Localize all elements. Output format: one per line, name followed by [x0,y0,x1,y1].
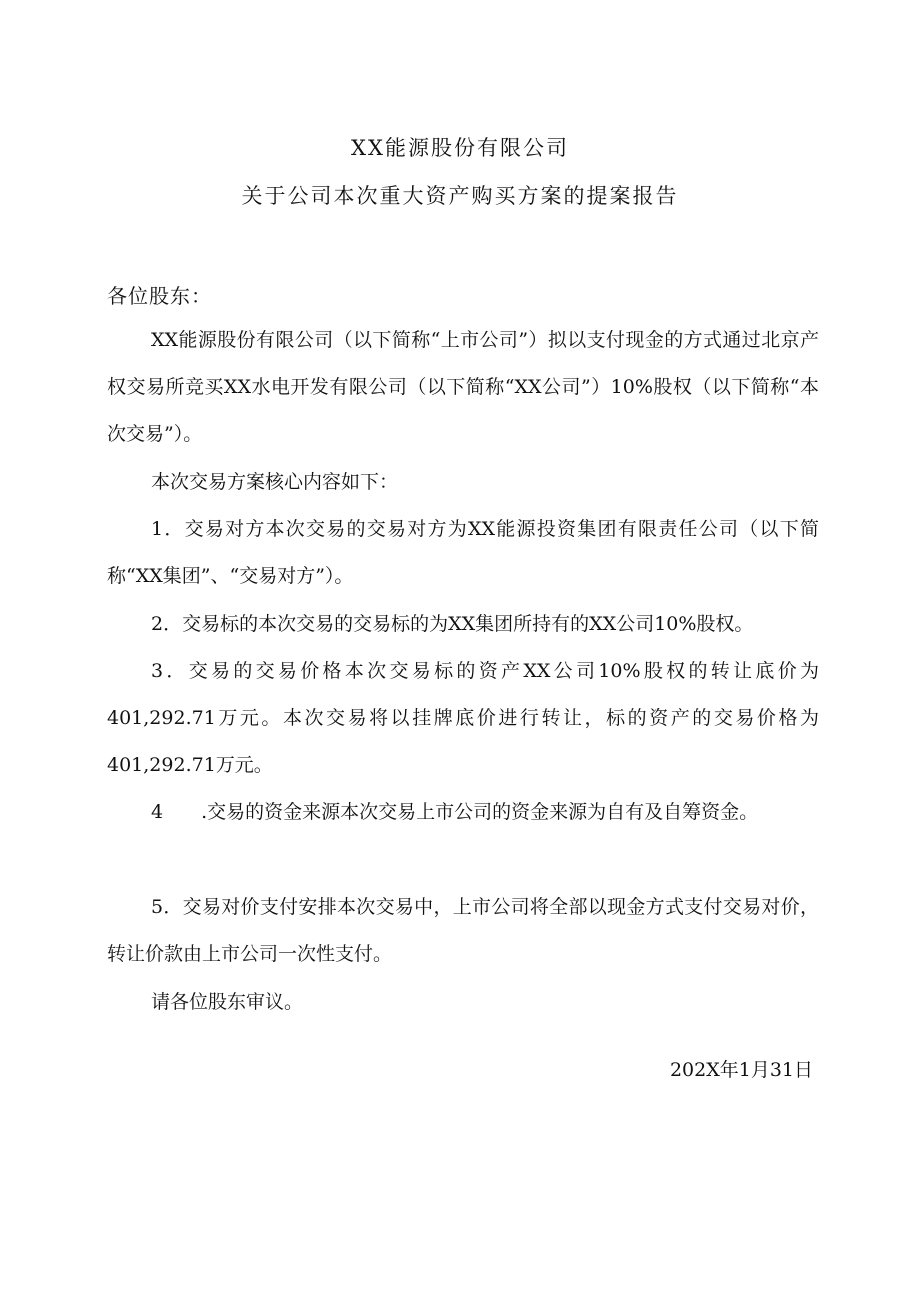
core-content-heading: 本次交易方案核心内容如下： [151,471,399,493]
document-title-subject: 关于公司本次重大资产购买方案的提案报告 [241,184,679,208]
item-funding-source: 4 .交易的资金来源本次交易上市公司的资金来源为自有及自筹资金。 [151,801,759,823]
salutation: 各位股东： [107,284,212,308]
intro-paragraph: XX能源股份有限公司（以下简称“上市公司”）拟以支付现金的方式通过北京产权交易所竞买XX水电开发有限公司（以下简称“XX公司”）10%股权（以下简称“本次交易”）。 [107,329,819,445]
item-target: 2．交易标的本次交易的交易标的为XX集团所持有的XX公司10%股权。 [151,613,754,635]
item-counterparty: 1．交易对方本次交易的交易对方为XX能源投资集团有限责任公司（以下简称“XX集团”、“交易对方”）。 [107,518,819,587]
document-date: 202X年1月31日 [669,1059,813,1081]
closing-request: 请各位股东审议。 [151,991,304,1013]
item-payment-arrangement: 5．交易对价支付安排本次交易中，上市公司将全部以现金方式支付交易对价，转让价款由上市公司一次性支付。 [107,896,819,965]
item-price: 3．交易的交易价格本次交易标的资产XX公司10%股权的转让底价为401,292.71万元。本次交易将以挂牌底价进行转让，标的资产的交易价格为401,292.71万元。 [107,660,819,776]
document-title-company: XX能源股份有限公司 [351,136,569,160]
